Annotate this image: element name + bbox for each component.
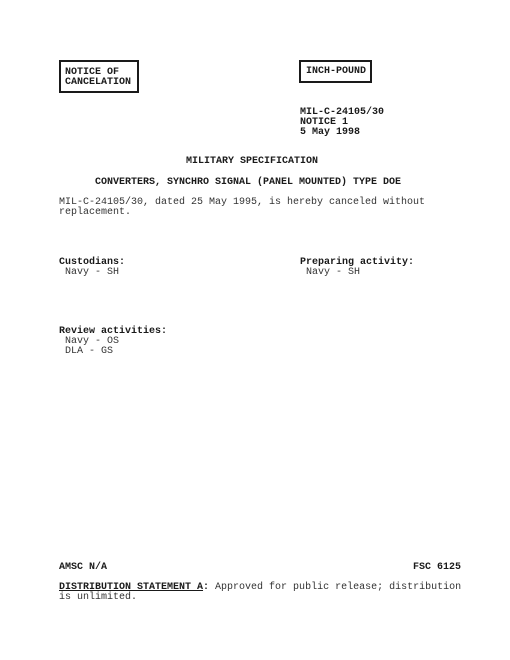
preparing-activity-heading: Preparing activity: — [300, 257, 415, 268]
distribution-statement-label: DISTRIBUTION STATEMENT A — [59, 582, 204, 593]
inch-pound-label: INCH-POUND — [306, 66, 367, 77]
inch-pound-box — [299, 60, 372, 83]
document-number: MIL-C-24105/30 — [300, 107, 385, 118]
notice-number: NOTICE 1 — [300, 117, 349, 128]
spec-title: CONVERTERS, SYNCHRO SIGNAL (PANEL MOUNTED) TYPE DOE — [95, 177, 402, 188]
review-activities-heading: Review activities: — [59, 326, 168, 337]
cancellation-text-line2: replacement. — [59, 207, 132, 218]
cancellation-text-line1: MIL-C-24105/30, dated 25 May 1995, is hereby canceled without — [59, 197, 426, 208]
notice-box-line2: CANCELATION — [65, 77, 132, 88]
custodian-item: Navy - SH — [65, 267, 120, 278]
review-activity-item: Navy - OS — [65, 336, 120, 347]
distribution-statement-colon: : — [203, 582, 210, 593]
notice-of-cancelation-box — [59, 60, 139, 93]
distribution-statement-line2: is unlimited. — [59, 592, 138, 603]
spec-type-heading: MILITARY SPECIFICATION — [186, 156, 319, 167]
review-activity-item: DLA - GS — [65, 346, 114, 357]
amsc-code: AMSC N/A — [59, 562, 108, 573]
custodians-heading: Custodians: — [59, 257, 126, 268]
fsc-code: FSC 6125 — [413, 562, 462, 573]
notice-date: 5 May 1998 — [300, 127, 361, 138]
preparing-activity-item: Navy - SH — [306, 267, 361, 278]
distribution-statement-text: Approved for public release; distribution — [209, 582, 462, 593]
notice-box-line1: NOTICE OF — [65, 67, 120, 78]
